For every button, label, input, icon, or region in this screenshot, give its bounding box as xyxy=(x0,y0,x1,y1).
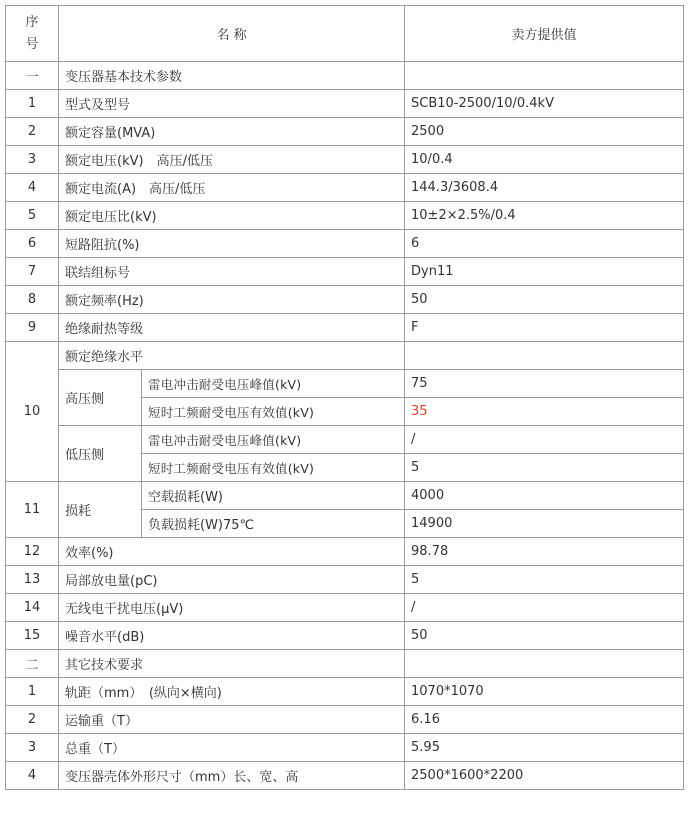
row-name: 型式及型号 xyxy=(59,90,405,118)
row-name: 总重（T） xyxy=(59,734,405,762)
section-seq: 一 xyxy=(6,62,59,90)
row-value: / xyxy=(405,594,684,622)
section-row xyxy=(6,650,684,678)
loss-item-name: 空载损耗(W) xyxy=(142,482,405,510)
loss-item-name: 负载损耗(W)75℃ xyxy=(142,510,405,538)
row-value: 144.3/3608.4 xyxy=(405,174,684,202)
section-row xyxy=(6,62,684,90)
insulation-item-value: / xyxy=(405,426,684,454)
row-value: 6 xyxy=(405,230,684,258)
section-title: 其它技术要求 xyxy=(59,650,405,678)
row-seq: 2 xyxy=(6,118,59,146)
section-title: 变压器基本技术参数 xyxy=(59,62,405,90)
insulation-item-name: 短时工频耐受电压有效值(kV) xyxy=(142,454,405,482)
row-seq: 5 xyxy=(6,202,59,230)
row-name: 变压器壳体外形尺寸（mm）长、宽、高 xyxy=(59,762,405,790)
row-name: 额定电压(kV) 高压/低压 xyxy=(59,146,405,174)
insulation-item-value: 75 xyxy=(405,370,684,398)
row-value: 2500 xyxy=(405,118,684,146)
row-value: Dyn11 xyxy=(405,258,684,286)
row-value: 50 xyxy=(405,286,684,314)
row-name: 额定频率(Hz) xyxy=(59,286,405,314)
table-row xyxy=(6,230,684,258)
insulation-seq: 10 xyxy=(6,342,59,482)
low-side-label: 低压侧 xyxy=(59,426,142,482)
table-row xyxy=(6,258,684,286)
row-seq: 1 xyxy=(6,90,59,118)
row-seq: 4 xyxy=(6,762,59,790)
table-row xyxy=(6,118,684,146)
insulation-title-row xyxy=(6,342,684,370)
row-name: 局部放电量(pC) xyxy=(59,566,405,594)
table-row xyxy=(6,594,684,622)
header-value: 卖方提供值 xyxy=(405,6,684,62)
table-row xyxy=(6,762,684,790)
insulation-item-name: 短时工频耐受电压有效值(kV) xyxy=(142,398,405,426)
insulation-item-value: 35 xyxy=(405,398,684,426)
table-row xyxy=(6,314,684,342)
table-row xyxy=(6,146,684,174)
table-row xyxy=(6,286,684,314)
row-name: 短路阻抗(%) xyxy=(59,230,405,258)
row-name: 联结组标号 xyxy=(59,258,405,286)
row-name: 噪音水平(dB) xyxy=(59,622,405,650)
header-seq: 序号 xyxy=(6,6,59,62)
row-name: 运输重（T） xyxy=(59,706,405,734)
row-seq: 3 xyxy=(6,734,59,762)
row-name: 额定容量(MVA) xyxy=(59,118,405,146)
loss-item-value: 4000 xyxy=(405,482,684,510)
row-seq: 6 xyxy=(6,230,59,258)
row-seq: 3 xyxy=(6,146,59,174)
row-value: 5 xyxy=(405,566,684,594)
table-row xyxy=(6,90,684,118)
table-row xyxy=(6,174,684,202)
row-seq: 2 xyxy=(6,706,59,734)
row-name: 无线电干扰电压(μV) xyxy=(59,594,405,622)
row-seq: 12 xyxy=(6,538,59,566)
technical-spec-table xyxy=(5,5,684,790)
table-row xyxy=(6,202,684,230)
table-row xyxy=(6,566,684,594)
row-value: 50 xyxy=(405,622,684,650)
row-value: 2500*1600*2200 xyxy=(405,762,684,790)
table-row xyxy=(6,706,684,734)
insulation-title: 额定绝缘水平 xyxy=(59,342,405,370)
row-seq: 9 xyxy=(6,314,59,342)
section-value xyxy=(405,62,684,90)
loss-title: 损耗 xyxy=(59,482,142,538)
row-value: 10±2×2.5%/0.4 xyxy=(405,202,684,230)
row-value: 1070*1070 xyxy=(405,678,684,706)
header-name: 名 称 xyxy=(59,6,405,62)
header-row xyxy=(6,6,684,62)
table-row xyxy=(6,538,684,566)
insulation-item-name: 雷电冲击耐受电压峰值(kV) xyxy=(142,426,405,454)
row-seq: 14 xyxy=(6,594,59,622)
row-seq: 15 xyxy=(6,622,59,650)
table-row xyxy=(6,678,684,706)
row-value: 5.95 xyxy=(405,734,684,762)
insulation-item-name: 雷电冲击耐受电压峰值(kV) xyxy=(142,370,405,398)
row-seq: 8 xyxy=(6,286,59,314)
row-name: 额定电流(A) 高压/低压 xyxy=(59,174,405,202)
row-value: F xyxy=(405,314,684,342)
loss-seq: 11 xyxy=(6,482,59,538)
row-value: SCB10-2500/10/0.4kV xyxy=(405,90,684,118)
high-side-label: 高压侧 xyxy=(59,370,142,426)
row-name: 绝缘耐热等级 xyxy=(59,314,405,342)
table-row xyxy=(6,734,684,762)
row-seq: 4 xyxy=(6,174,59,202)
row-seq: 7 xyxy=(6,258,59,286)
insulation-row xyxy=(6,426,684,454)
insulation-value xyxy=(405,342,684,370)
row-name: 效率(%) xyxy=(59,538,405,566)
section-seq: 二 xyxy=(6,650,59,678)
row-seq: 1 xyxy=(6,678,59,706)
insulation-row xyxy=(6,370,684,398)
row-seq: 13 xyxy=(6,566,59,594)
section-value xyxy=(405,650,684,678)
row-value: 6.16 xyxy=(405,706,684,734)
row-name: 额定电压比(kV) xyxy=(59,202,405,230)
loss-row xyxy=(6,482,684,510)
insulation-item-value: 5 xyxy=(405,454,684,482)
row-value: 98.78 xyxy=(405,538,684,566)
row-value: 10/0.4 xyxy=(405,146,684,174)
row-name: 轨距（mm） (纵向×横向) xyxy=(59,678,405,706)
loss-item-value: 14900 xyxy=(405,510,684,538)
table-row xyxy=(6,622,684,650)
